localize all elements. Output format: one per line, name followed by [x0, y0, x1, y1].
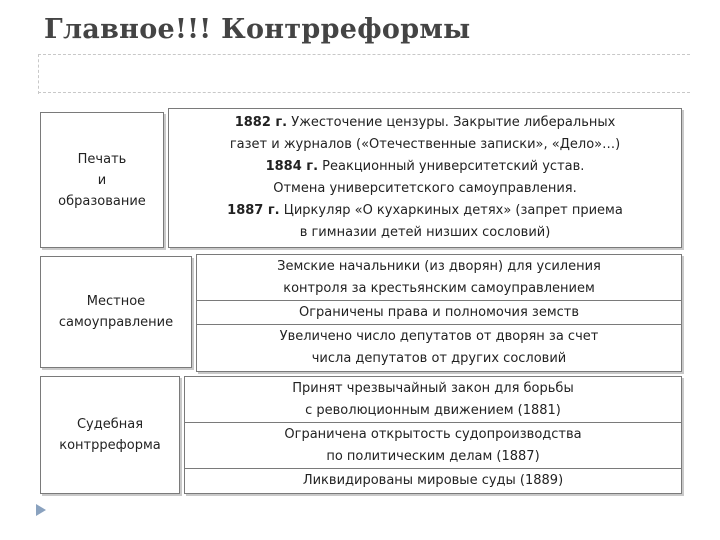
- label-line: образование: [58, 193, 146, 209]
- label-line: контрреформа: [59, 438, 161, 453]
- category-box-local-government: [40, 256, 192, 368]
- detail-line: Принят чрезвычайный закон для борьбы: [292, 380, 574, 396]
- page-title: Главное!!! Контрреформы: [44, 14, 471, 45]
- detail-row: [169, 109, 681, 247]
- detail-box-judicial: [184, 376, 682, 494]
- detail-row: [197, 325, 681, 371]
- year-label: 1882 г.: [234, 115, 288, 130]
- label-line: Судебная: [76, 417, 144, 432]
- detail-line: Ликвидированы мировые суды (1889): [302, 473, 564, 488]
- left-divider: [38, 54, 39, 94]
- detail-row: [185, 423, 681, 469]
- detail-row: [185, 469, 681, 493]
- detail-line: [227, 200, 623, 222]
- detail-line: [266, 156, 585, 178]
- category-label: [58, 149, 146, 212]
- category-label: [59, 291, 173, 333]
- detail-line: с революционным движением (1881): [305, 402, 561, 418]
- top-divider: [38, 54, 690, 55]
- label-line: и: [97, 172, 107, 188]
- detail-row: [185, 377, 681, 423]
- label-line: самоуправление: [58, 315, 174, 330]
- detail-text: Реакционный университетский устав.: [318, 159, 585, 174]
- detail-box-press-education: [168, 108, 682, 248]
- year-label: 1887 г.: [227, 203, 280, 218]
- detail-line: в гимназии детей низших сословий): [299, 225, 551, 240]
- label-line: Местное: [86, 294, 146, 309]
- detail-line: по политическим делам (1887): [326, 448, 540, 464]
- detail-row: [197, 255, 681, 301]
- detail-row: [197, 301, 681, 325]
- detail-box-local-government: [196, 254, 682, 372]
- category-box-judicial: [40, 376, 180, 494]
- detail-line: газет и журналов («Отечественные записки», «Дело»…): [229, 137, 621, 152]
- detail-text: Циркуляр «О кухаркиных детях» (запрет приема: [279, 203, 623, 218]
- next-slide-arrow-icon[interactable]: [36, 504, 46, 516]
- detail-line: Увеличено число депутатов от дворян за счет: [279, 329, 599, 344]
- year-label: 1884 г.: [265, 159, 319, 174]
- label-line: Печать: [77, 151, 127, 167]
- detail-line: Земские начальники (из дворян) для усиления: [277, 258, 601, 274]
- detail-text: Ужесточение цензуры. Закрытие либеральных: [287, 115, 616, 130]
- detail-line: [235, 112, 616, 134]
- detail-line: Ограничена открытость судопроизводства: [284, 426, 582, 442]
- detail-line: числа депутатов от других сословий: [311, 351, 567, 366]
- detail-line: Ограничены права и полномочия земств: [298, 304, 580, 320]
- category-label: [59, 414, 160, 456]
- section-divider: [38, 92, 690, 93]
- detail-line: Отмена университетского самоуправления.: [273, 181, 577, 196]
- detail-line: контроля за крестьянским самоуправлением: [283, 280, 595, 296]
- category-box-press-education: [40, 112, 164, 248]
